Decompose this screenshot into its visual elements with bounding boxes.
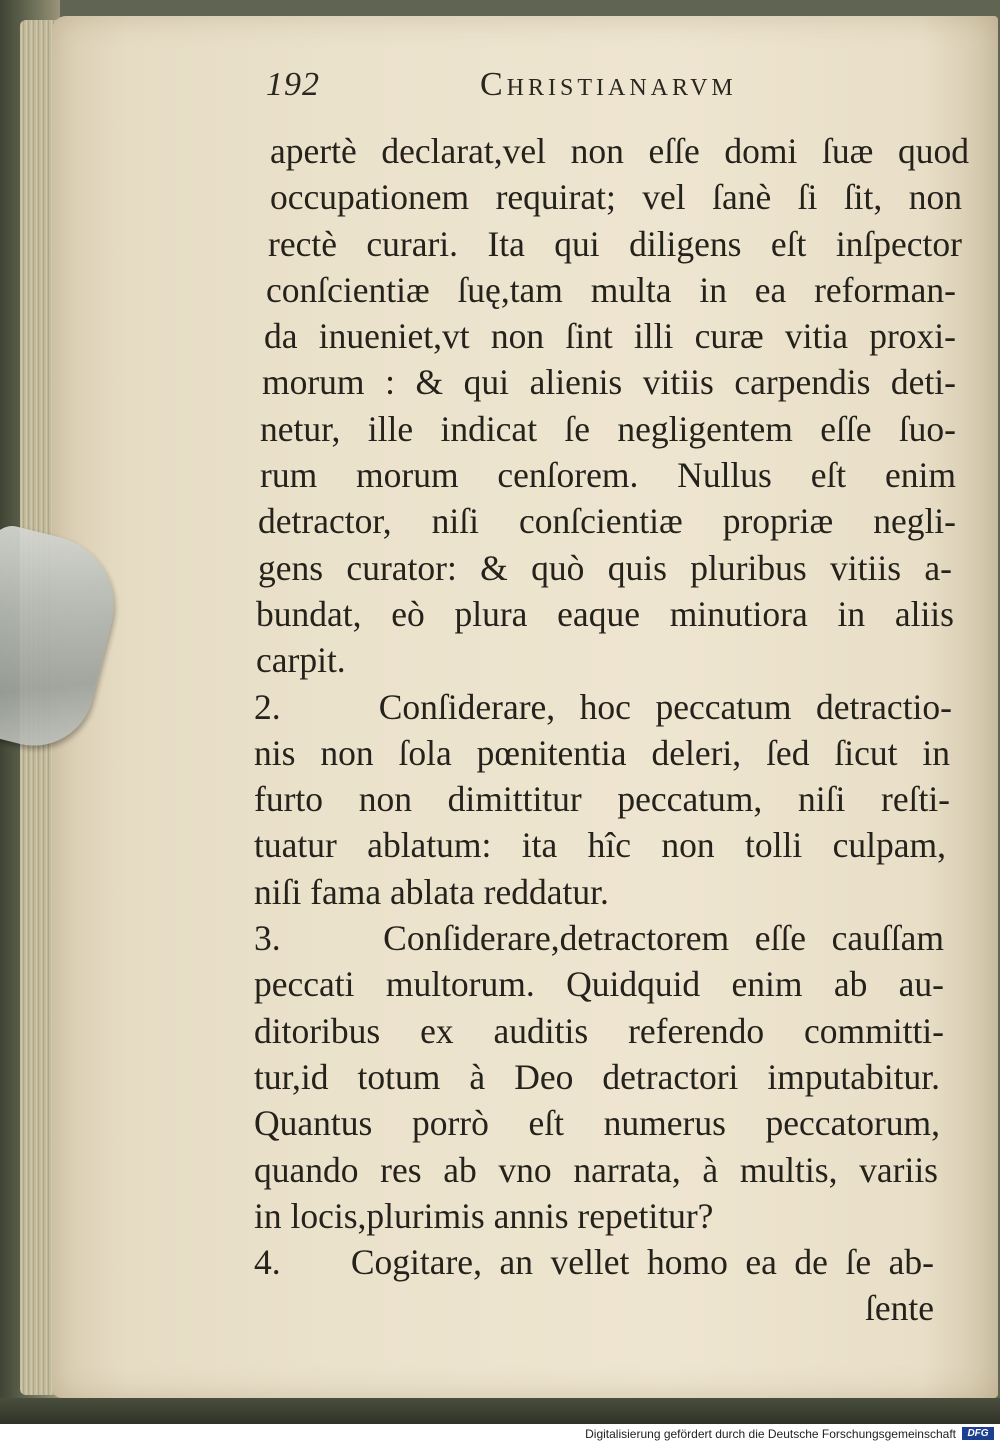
text-line: da inueniet,vt non ſint illi curæ vitia proxi- <box>264 316 956 357</box>
text-line: peccati multorum. Quidquid enim ab au- <box>254 964 944 1005</box>
text-line: rectè curari. Ita qui diligens eſt inſpector <box>268 223 962 264</box>
body-text <box>254 128 969 1332</box>
text-line: furto non dimittitur peccatum, niſi reſti- <box>254 779 950 820</box>
text-line: carpit. <box>256 640 346 681</box>
text-line: morum : & qui alienis vitiis carpendis deti- <box>262 362 956 403</box>
text-line: ditoribus ex auditis referendo committi- <box>254 1010 944 1051</box>
text-line: 3. Conſiderare,detractorem eſſe cauſſam <box>254 918 944 959</box>
text-line: detractor, niſi conſcientiæ propriæ negli- <box>258 501 956 542</box>
text-line: niſi fama ablata reddatur. <box>254 871 609 912</box>
text-line: gens curator: & quò quis pluribus vitiis a- <box>258 547 952 588</box>
text-line: conſcientiæ ſuę,tam multa in ea reforman- <box>266 269 956 310</box>
text-line: apertè declarat,vel non eſſe domi ſuæ quod <box>270 131 969 171</box>
text-line: 4. Cogitare, an vellet homo ea de ſe ab- <box>254 1242 934 1283</box>
text-line: netur, ille indicat ſe negligentem eſſe ſuo- <box>260 408 956 449</box>
page-number: 192 <box>266 66 320 103</box>
footer-bar <box>0 1424 1000 1444</box>
catchword: ſente <box>865 1288 934 1329</box>
running-title: Christianarvm <box>480 66 737 103</box>
text-line: tuatur ablatum: ita hîc non tolli culpam, <box>254 825 946 866</box>
page-header <box>266 66 866 112</box>
text-line: in locis,plurimis annis repetitur? <box>254 1195 714 1236</box>
text-line: Quantus porrò eſt numerus peccatorum, <box>254 1103 940 1144</box>
text-line: quando res ab vno narrata, à multis, variis <box>254 1149 938 1190</box>
text-line: tur,id totum à Deo detractori imputabitur. <box>254 1056 940 1097</box>
text-line: occupationem requirat; vel ſanè ſi ſit, non <box>270 177 962 218</box>
text-line: bundat, eò plura eaque minutiora in aliis <box>256 593 954 634</box>
text-line: 2. Conſiderare, hoc peccatum detractio- <box>254 686 952 727</box>
text-line: rum morum cenſorem. Nullus eſt enim <box>260 455 956 496</box>
text-line: nis non ſola pœnitentia deleri, ſed ſicut in <box>254 732 950 773</box>
dfg-logo: DFG <box>962 1427 994 1440</box>
book-bottom-edge <box>0 1398 1000 1424</box>
funding-credit: Digitalisierung gefördert durch die Deutsche Forschungsgemeinschaft <box>585 1427 956 1441</box>
